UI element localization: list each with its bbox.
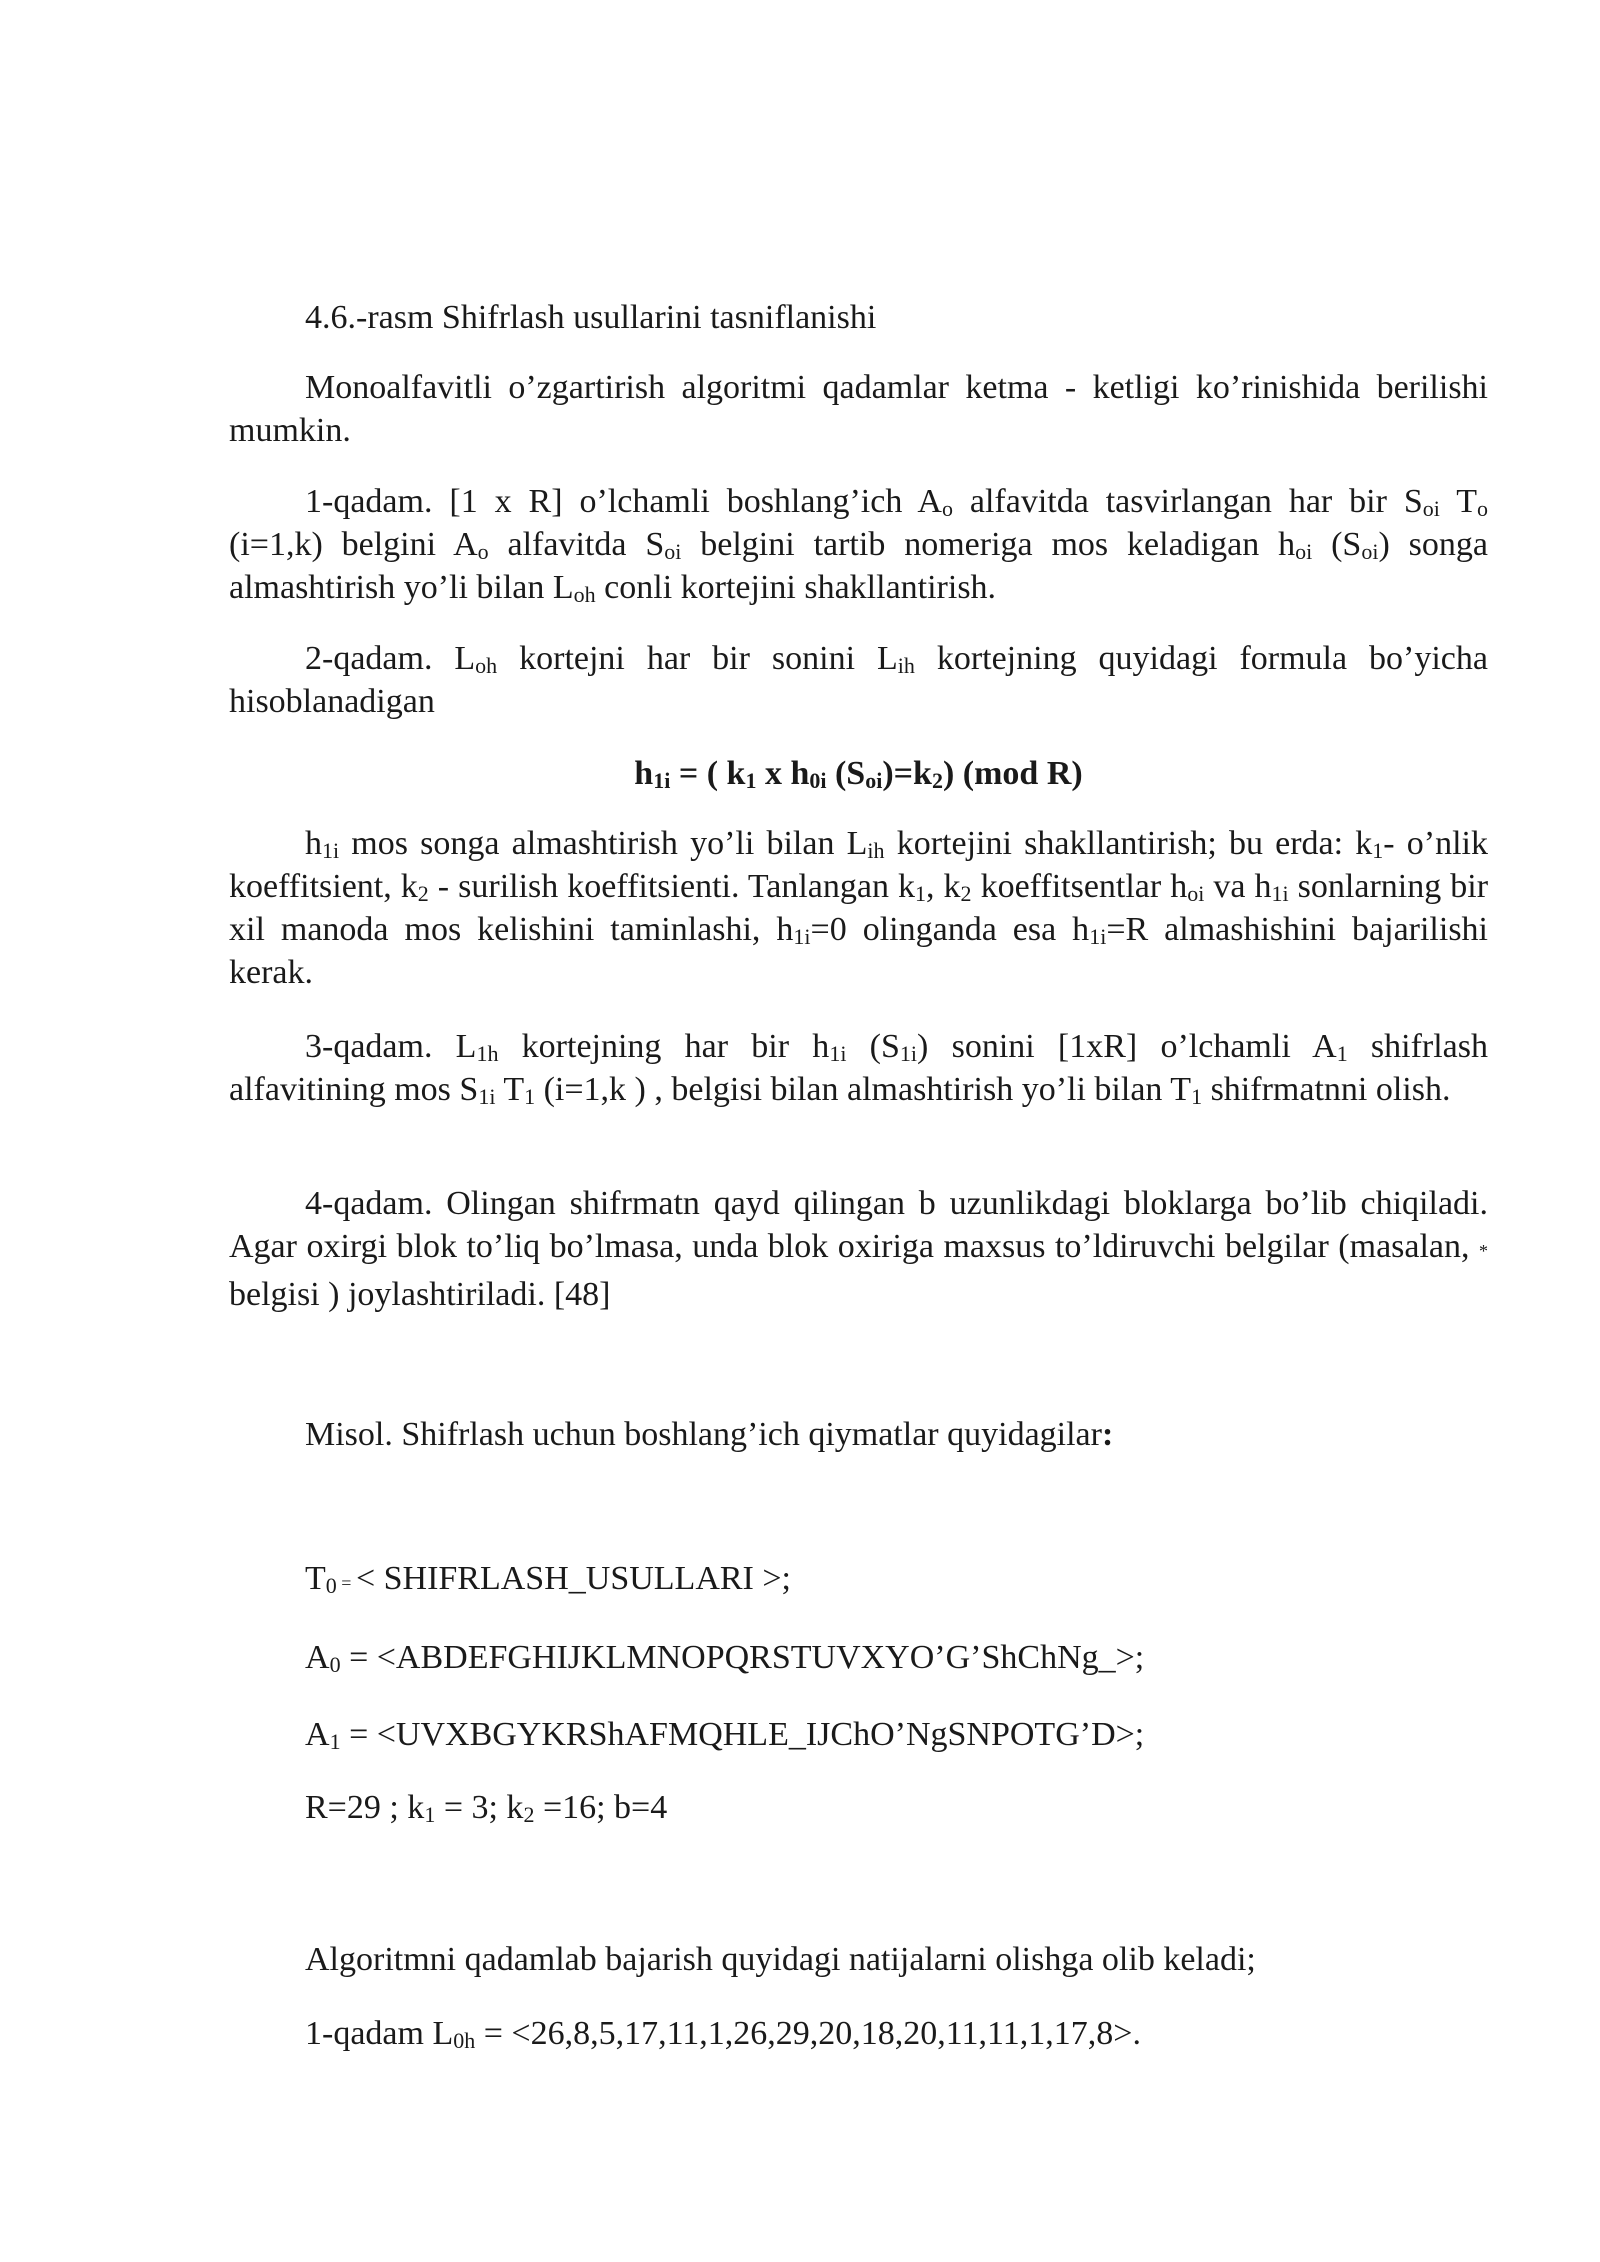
- figure-caption: 4.6.-rasm Shifrlash usullarini tasniflanishi: [305, 299, 877, 336]
- step3-paragraph: 3-qadam. $L_{1h}$ kortejning har bir $h_{1i}$ $(S_{1i})$ sonini [1xR] o’lchamli $A_1$ shifrlash alfavitining mos $S_{1i}$ $T_1$ (i=1,k ) , belgisi bilan almashtirish yo’li bilan $T_1$ shifrmatnni olish.: [229, 1028, 1489, 1109]
- step4-paragraph: 4-qadam. Olingan shifrmatn qayd qilingan b uzunlikdagi bloklarga bo’lib chiqiladi. Agar oxirgi blok to’liq bo’lmasa, unda blok oxiriga maxsus to’ldiruvchi belgilar (masalan, * belgisi ) joylashtiriladi. [48]: [229, 1185, 1488, 1313]
- result-step1: 1-qadam $L_{0h} = <26,8,5,17,11,1,26,29,20,18,20,11,11,1,17,8>$.: [305, 2015, 1141, 2053]
- intro-paragraph: Monoalfavitli o’zgartirish algoritmi qadamlar ketma - ketligi ko’rinishida berilishi mumkin.: [229, 369, 1488, 449]
- result-intro: Algoritmni qadamlab bajarish quyidagi natijalarni olishga olib keladi;: [305, 1941, 1256, 1978]
- a1-definition: $A_1$ = <UVXBGYKRShAFMQHLE_IJChO’NgSNPOTG’D>;: [305, 1716, 1145, 1754]
- step2-paragraph: 2-qadam. $L_{oh}$ kortejni har bir sonini $L_{ih}$ kortejning quyidagi formula bo’yicha hisoblanadigan: [229, 640, 1488, 720]
- example-heading: Misol. Shifrlash uchun boshlang’ich qiymatlar quyidagilar:: [305, 1416, 1114, 1453]
- formula: $h_{1i}$ = ( $k_1$ x $h_{0i}$ $(S_{oi})=k_2$) (mod R): [634, 755, 1083, 793]
- a0-definition: $A_0$ = <ABDEFGHIJKLMNOPQRSTUVXYO’G’ShChNg_>;: [305, 1639, 1145, 1677]
- step2-continuation-paragraph: $h_{1i}$ mos songa almashtirish yo’li bilan $L_{ih}$ kortejini shakllantirish; bu erda: $k_1-$ o’nlik koeffitsient, $k_2$ - surilish koeffitsienti. Tanlangan $k_1$, $k_2$ koeffitsentlar $h_{oi}$ va $h_{1i}$ sonlarning bir xil manoda mos kelishini taminlashi, $h_{1i}=0$ olinganda esa $h_{1i}=R$ almashishini bajarilishi kerak.: [229, 825, 1489, 991]
- step1-paragraph: 1-qadam. [1 x R] o’lchamli boshlang’ich $A_o$ alfavitda tasvirlangan har bir $S_{oi}$ $T_o$ (i=1,k) belgini $A_o$ alfavitda $S_{oi}$ belgini tartib nomeriga mos keladigan $h_{oi}$ $(S_{oi})$ songa almashtirish yo’li bilan $L_{oh}$ conli kortejini shakllantirish.: [229, 483, 1488, 607]
- t0-definition: $T_0$ = < SHIFRLASH_USULLARI >;: [305, 1560, 791, 1598]
- parameters-line: R=29 ; $k_1 = 3$; $k_2 =16$; b=4: [305, 1789, 668, 1827]
